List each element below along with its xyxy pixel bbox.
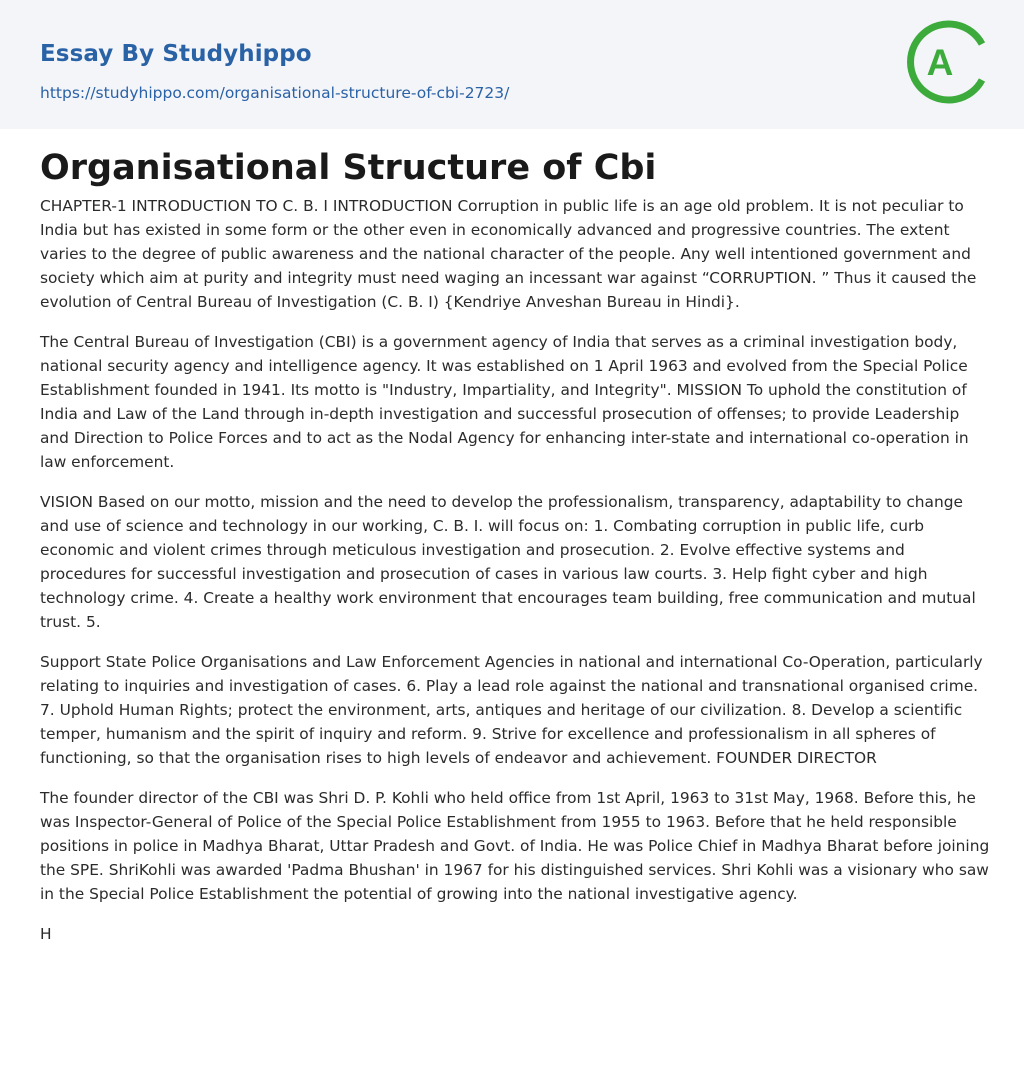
essay-paragraph: H — [40, 925, 52, 943]
essay-paragraph: The founder director of the CBI was Shri D. P. Kohli who held office from 1st April, 1963 to 31st May, 1968. Before this, he was Inspector-General of Police of the Special Police Establishment from 1955 to 1963. Before that he held responsible positions in police in Madhya Bharat, Uttar Pradesh and Govt. of India. He was Police Chief in Madhya Bharat before joining the SPE. ShriKohli was awarded 'Padma Bhushan' in 1967 for his distinguished services. Shri Kohli was a visionary who saw in the Special Police Establishment the potential of growing into the national investigative agency. — [40, 789, 990, 903]
essay-paragraph: Support State Police Organisations and Law Enforcement Agencies in national and international Co-Operation, particularly relating to inquiries and investigation of cases. 6. Play a lead role against the national and transnational organised crime. 7. Uphold Human Rights; protect the environment, arts, antiques and heritage of our civilization. 8. Develop a scientific temper, humanism and the spirit of inquiry and reform. 9. Strive for excellence and professionalism in all spheres of functioning, so that the organisation rises to high levels of endeavor and achievement. FOUNDER DIRECTOR — [40, 653, 983, 767]
studyhippo-logo-icon[interactable] — [904, 18, 988, 106]
logo-letter: A — [926, 42, 954, 83]
essay-paragraph: The Central Bureau of Investigation (CBI) is a government agency of India that serves as a criminal investigation body, national security agency and intelligence agency. It was established on 1 April 1963 and evolved from the Special Police Establishment founded in 1941. Its motto is "Industry, Impartiality, and Integrity". MISSION To uphold the constitution of India and Law of the Land through in-depth investigation and successful prosecution of offenses; to provide Leadership and Direction to Police Forces and to act as the Nodal Agency for enhancing inter-state and international co-operation in law enforcement. — [40, 333, 969, 471]
essay-paragraph: CHAPTER-1 INTRODUCTION TO C. B. I INTRODUCTION Corruption in public life is an age old problem. It is not peculiar to India but has existed in some form or the other even in economically advanced and progressive countries. The extent varies to the degree of public awareness and the national character of the people. Any well intentioned government and society which aim at purity and integrity must need waging an incessant war against “CORRUPTION. ” Thus it caused the evolution of Central Bureau of Investigation (C. B. I) {Kendriye Anveshan Bureau in Hindi}. — [40, 197, 977, 311]
site-brand[interactable]: Essay By Studyhippo — [40, 41, 312, 67]
essay-paragraph: VISION Based on our motto, mission and the need to develop the professionalism, transparency, adaptability to change and use of science and technology in our working, C. B. I. will focus on: 1. Combating corruption in public life, curb economic and violent crimes through meticulous investigation and prosecution. 2. Evolve effective systems and procedures for successful investigation and prosecution of cases in various law courts. 3. Help fight cyber and high technology crime. 4. Create a healthy work environment that encourages team building, free communication and mutual trust. 5. — [40, 493, 976, 631]
page-title: Organisational Structure of Cbi — [40, 148, 657, 188]
essay-url-link[interactable]: https://studyhippo.com/organisational-structure-of-cbi-2723/ — [40, 84, 510, 102]
essay-body — [40, 194, 990, 962]
